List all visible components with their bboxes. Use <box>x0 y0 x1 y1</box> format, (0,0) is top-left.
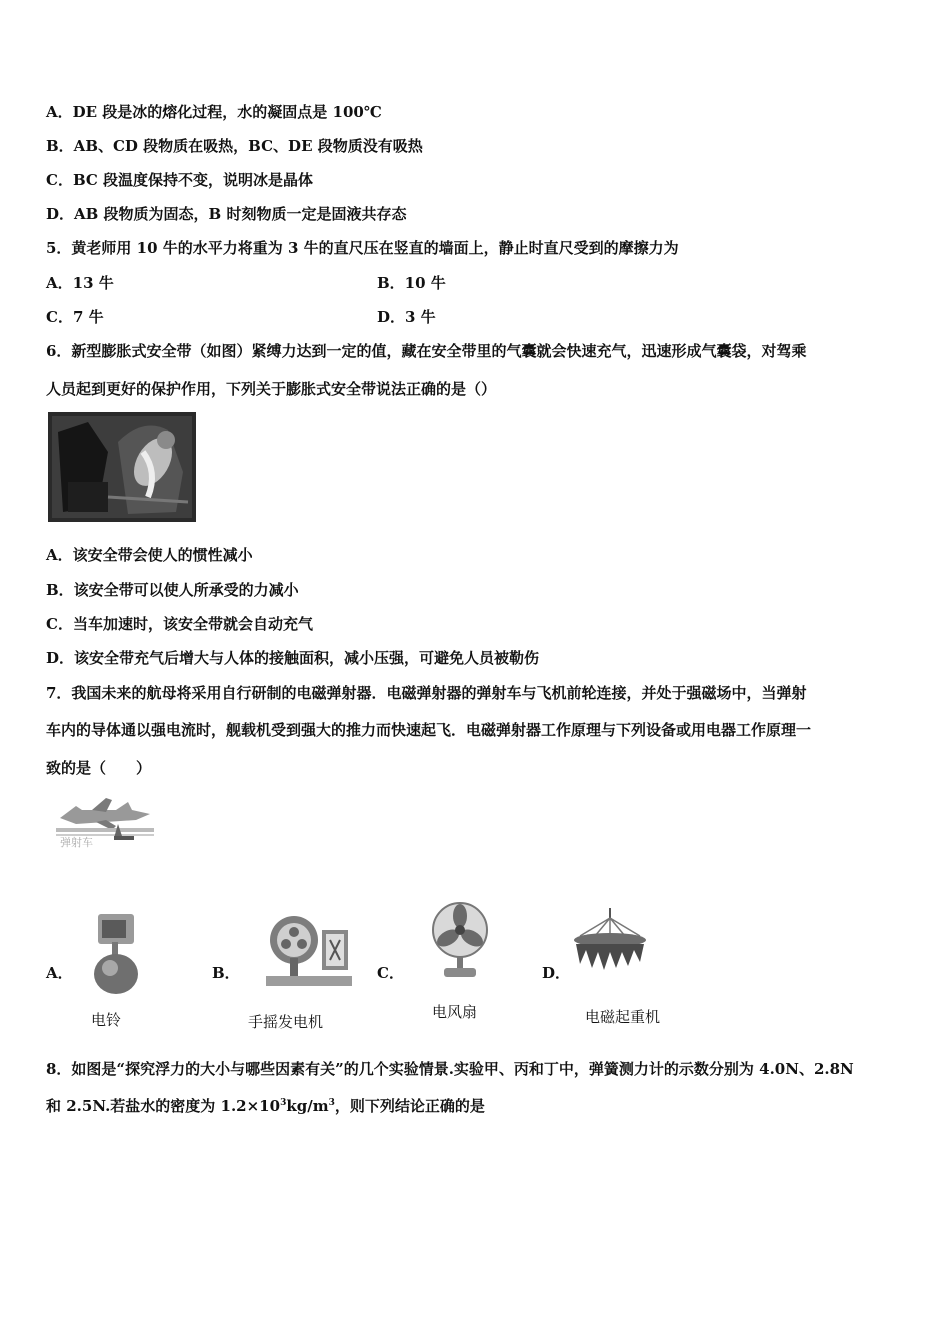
catapult-label: 弹射车 <box>60 836 93 849</box>
seatbelt-photo <box>48 412 196 522</box>
q6-stem-line1: 6．新型膨胀式安全带（如图）紧缚力达到一定的值，藏在安全带里的气囊就会快速充气，迅速形成气囊袋，对驾乘 <box>46 342 807 360</box>
q7-stem-line1: 7．我国未来的航母将采用自行研制的电磁弹射器．电磁弹射器的弹射车与飞机前轮连接，并处于强磁场中，当弹射 <box>46 684 807 702</box>
hand-generator-image <box>262 910 354 990</box>
q4-option-a: A．DE 段是冰的熔化过程，水的凝固点是 100℃ <box>46 103 382 121</box>
q6-option-a: A．该安全带会使人的惯性减小 <box>46 546 253 564</box>
q4-option-b: B．AB、CD 段物质在吸热，BC、DE 段物质没有吸热 <box>46 137 423 155</box>
q7-stem-line3: 致的是（ ） <box>46 759 152 777</box>
q6-option-c: C．当车加速时，该安全带就会自动充气 <box>46 615 313 633</box>
electromagnetic-crane-image <box>570 906 650 978</box>
q4-option-d: D．AB 段物质为固态，B 时刻物质一定是固液共存态 <box>46 205 407 223</box>
q6-option-d: D．该安全带充气后增大与人体的接触面积，减小压强，可避免人员被勒伤 <box>46 649 540 667</box>
q7-stem-line2: 车内的导体通以强电流时，舰载机受到强大的推力而快速起飞．电磁弹射器工作原理与下列设备或用电器工作原理一 <box>46 721 812 739</box>
q5-stem: 5．黄老师用 10 牛的水平力将重为 3 牛的直尺压在竖直的墙面上，静止时直尺受到的摩擦力为 <box>46 239 679 257</box>
q8-stem-line2: 和 2.5N.若盐水的密度为 $1.2\times 10^3kg/m^3$，则下列结论正确的是 <box>46 1097 485 1115</box>
q7-choice-b-letter: B． <box>212 964 240 982</box>
q7-choice-d-caption: 电磁起重机 <box>585 1008 661 1026</box>
q7-choice-d-letter: D． <box>542 964 571 982</box>
q7-choice-a-letter: A． <box>46 964 73 982</box>
q7-choice-a-caption: 电铃 <box>91 1011 122 1029</box>
q7-choice-c-letter: C． <box>377 964 404 982</box>
q6-option-b: B．该安全带可以使人所承受的力减小 <box>46 581 299 599</box>
electric-fan-image <box>428 902 494 980</box>
q4-option-c: C．BC 段温度保持不变，说明冰是晶体 <box>46 171 314 189</box>
q7-choice-b-caption: 手摇发电机 <box>248 1013 324 1031</box>
catapult-figure <box>56 796 156 852</box>
q8-stem-line1: 8．如图是“探究浮力的大小与哪些因素有关”的几个实验情景.实验甲、丙和丁中，弹簧测力计的示数分别为 4.0N、2.8N <box>46 1060 854 1078</box>
q5-option-b: B．10 牛 <box>377 274 446 292</box>
q7-choice-c-caption: 电风扇 <box>432 1003 478 1021</box>
q5-option-a: A．13 牛 <box>46 274 114 292</box>
q6-stem-line2: 人员起到更好的保护作用，下列关于膨胀式安全带说法正确的是（） <box>46 380 497 398</box>
q5-option-c: C．7 牛 <box>46 308 104 326</box>
q5-option-d: D．3 牛 <box>377 308 436 326</box>
electric-bell-image <box>92 912 144 994</box>
